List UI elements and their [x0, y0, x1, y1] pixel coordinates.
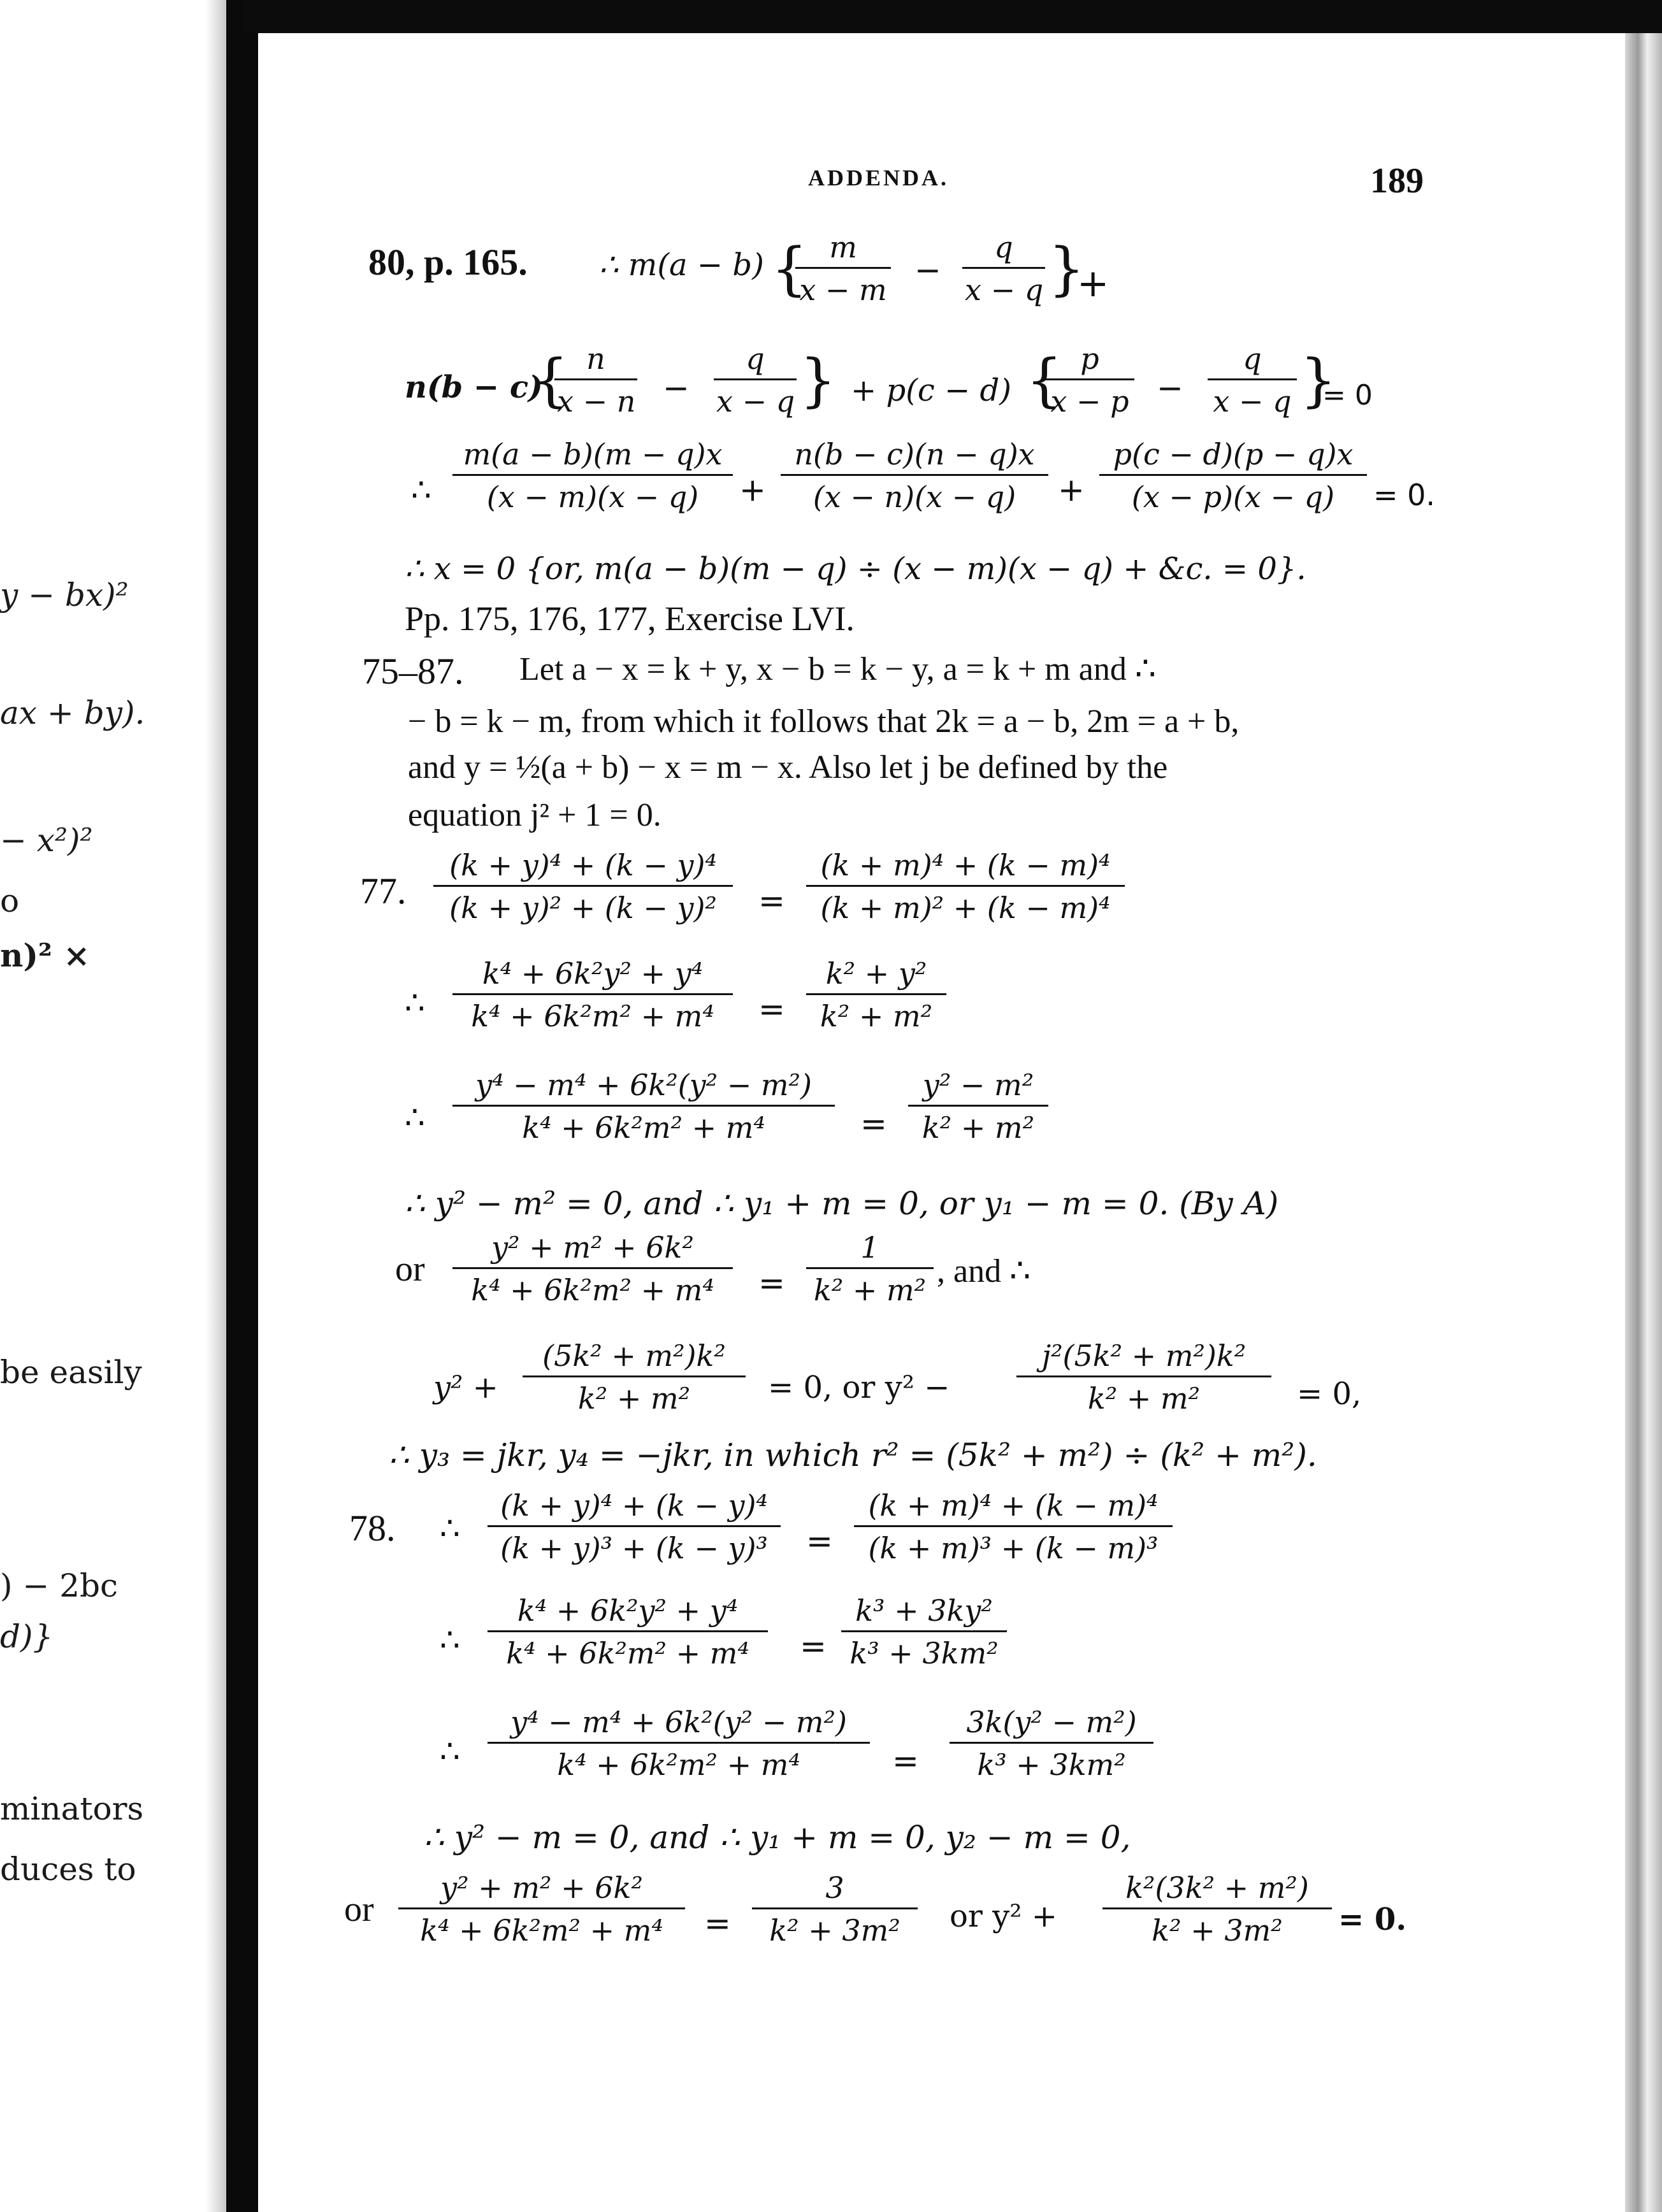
fraction — [1045, 341, 1134, 419]
fraction — [1016, 1339, 1271, 1416]
left-fragment: d)} — [0, 1618, 54, 1655]
left-fragment: y − bx)² — [0, 577, 129, 614]
therefore-symbol: ∴ — [440, 1621, 460, 1658]
brace-close: } — [1048, 236, 1085, 303]
denominator: k² + m² — [820, 999, 933, 1033]
denominator: (x − m)(x − q) — [486, 480, 699, 514]
equation-text: y² + — [433, 1370, 498, 1405]
left-fragment: minators — [0, 1790, 144, 1827]
numerator: p(c − d)(p − q)x — [1099, 440, 1367, 476]
denominator: (k + y)² + (k − y)² — [449, 891, 717, 925]
fraction — [795, 230, 891, 307]
denominator: k⁴ + 6k²m² + m⁴ — [471, 1273, 714, 1307]
scan-top-edge — [242, 0, 1662, 33]
operator: = — [758, 882, 785, 919]
denominator: x − m — [799, 273, 887, 307]
equation-text: + p(c − d) — [851, 373, 1011, 408]
fraction — [488, 1705, 870, 1782]
therefore-symbol: ∴ — [405, 1099, 425, 1136]
equation-text: ∴ x = 0 {or, m(a − b)(m − q) ÷ (x − m)(x − q) + &c. = 0}. — [405, 551, 1306, 587]
equation-text: ∴ m(a − b) — [599, 247, 764, 283]
left-fragment: n)² × — [0, 937, 90, 974]
paragraph-line: − b = k − m, from which it follows that 2k = a − b, 2m = a + b, — [408, 703, 1239, 740]
fraction — [523, 1339, 746, 1416]
page-edge-stack — [1625, 33, 1662, 2212]
brace-open: { — [532, 347, 569, 414]
operator: = — [758, 1265, 785, 1302]
fraction — [781, 437, 1048, 514]
fraction — [806, 1230, 934, 1307]
numerator: k²(3k² + m²) — [1102, 1873, 1332, 1909]
equation-text: ∴ y₃ = jkr, y₄ = −jkr, in which r² = (5k² + m²) ÷ (k² + m²). — [389, 1437, 1317, 1474]
denominator: (k + y)³ + (k − y)³ — [500, 1531, 768, 1565]
operator: − — [1157, 370, 1183, 406]
numerator: (k + y)⁴ + (k − y)⁴ — [488, 1491, 781, 1527]
fraction — [452, 956, 733, 1033]
paragraph-line: equation j² + 1 = 0. — [408, 797, 661, 833]
numerator: m(a − b)(m − q)x — [452, 440, 733, 476]
denominator: k² + m² — [921, 1110, 1035, 1145]
denominator: k⁴ + 6k²m² + m⁴ — [420, 1913, 663, 1948]
fraction — [1208, 341, 1297, 419]
equation-text: or y² + — [950, 1899, 1057, 1934]
numerator: n(b − c)(n − q)x — [781, 440, 1048, 476]
denominator: x − q — [1213, 384, 1292, 419]
operator: = — [860, 1105, 887, 1142]
left-fragment: be easily — [0, 1354, 142, 1391]
numerator: 1 — [806, 1233, 934, 1269]
section-heading: Pp. 175, 176, 177, Exercise LVI. — [405, 600, 855, 638]
numerator: p — [1045, 344, 1134, 380]
denominator: k² + 3m² — [1152, 1913, 1283, 1948]
denominator: (k + m)² + (k − m)⁴ — [820, 891, 1111, 925]
fraction — [398, 1871, 685, 1948]
denominator: k⁴ + 6k²m² + m⁴ — [557, 1748, 800, 1782]
exercise-label: 80, p. 165. — [368, 241, 528, 283]
operator: = — [892, 1742, 919, 1779]
fraction — [554, 341, 637, 419]
running-header: ADDENDA. — [808, 165, 949, 190]
operator: = — [758, 991, 785, 1028]
fraction — [433, 848, 733, 925]
fraction — [752, 1871, 918, 1948]
brace-open: { — [771, 236, 808, 303]
book-spine — [226, 0, 258, 2212]
denominator: k² + m² — [1087, 1381, 1201, 1416]
numerator: (k + m)⁴ + (k − m)⁴ — [854, 1491, 1173, 1527]
left-fragment: o — [0, 882, 20, 919]
equals-zero: = 0. — [1373, 478, 1436, 512]
fraction — [452, 1068, 835, 1145]
fraction — [452, 437, 733, 514]
left-page-gutter-shadow — [205, 0, 226, 2212]
fraction — [488, 1488, 781, 1565]
therefore-symbol: ∴ — [411, 471, 431, 508]
or-label: or — [395, 1249, 425, 1289]
numerator: k⁴ + 6k²y² + y⁴ — [452, 959, 733, 995]
fraction — [452, 1230, 733, 1307]
equation-text: = 0, — [1297, 1376, 1362, 1412]
numerator: j²(5k² + m²)k² — [1016, 1341, 1271, 1377]
fraction — [806, 848, 1125, 925]
fraction — [488, 1593, 768, 1670]
operator: + — [1077, 261, 1109, 306]
left-fragment: duces to — [0, 1851, 136, 1888]
numerator: y² + m² + 6k² — [398, 1873, 685, 1909]
denominator: k² + m² — [813, 1273, 927, 1307]
brace-close: } — [800, 347, 837, 414]
equation-text: ∴ y² − m = 0, and ∴ y₁ + m = 0, y₂ − m = 0, — [424, 1819, 1131, 1856]
left-fragment: − x²)² — [0, 822, 93, 859]
paragraph-line: and y = ½(a + b) − x = m − x. Also let j be defined by the — [408, 749, 1168, 786]
numerator: (k + m)⁴ + (k − m)⁴ — [806, 851, 1125, 887]
equation-text: = 0. — [1338, 1902, 1407, 1937]
operator: = — [800, 1628, 827, 1665]
or-label: or — [344, 1890, 374, 1929]
numerator: 3k(y² − m²) — [950, 1707, 1153, 1744]
numerator: 3 — [752, 1873, 918, 1909]
denominator: k³ + 3km² — [849, 1636, 999, 1670]
fraction — [714, 341, 797, 419]
operator: = — [806, 1523, 833, 1560]
equals-zero: = 0 — [1322, 379, 1373, 412]
fraction — [854, 1488, 1173, 1565]
numerator: q — [1208, 344, 1297, 380]
numerator: (5k² + m²)k² — [523, 1341, 746, 1377]
numerator: k⁴ + 6k²y² + y⁴ — [488, 1596, 768, 1632]
operator: + — [739, 471, 766, 508]
fraction — [1099, 437, 1367, 514]
denominator: k⁴ + 6k²m² + m⁴ — [506, 1636, 749, 1670]
page-number: 189 — [1370, 161, 1424, 201]
denominator: k² + m² — [577, 1381, 691, 1416]
numerator: n — [554, 344, 637, 380]
denominator: (x − p)(x − q) — [1131, 480, 1335, 514]
denominator: x − n — [557, 384, 636, 419]
denominator: x − q — [965, 273, 1044, 307]
exercise-label: 75–87. — [362, 650, 464, 692]
denominator: (k + m)³ + (k − m)³ — [868, 1531, 1159, 1565]
paragraph-line: Let a − x = k + y, x − b = k − y, a = k + m and ∴ — [519, 651, 1156, 687]
left-fragment: ) − 2bc — [0, 1567, 119, 1604]
left-fragment: ax + by). — [0, 694, 145, 731]
denominator: k⁴ + 6k²m² + m⁴ — [471, 999, 714, 1033]
equation-text: = 0, or y² − — [768, 1370, 950, 1405]
equation-text: n(b − c) — [405, 370, 543, 405]
numerator: k² + y² — [806, 959, 946, 995]
therefore-symbol: ∴ — [440, 1733, 460, 1770]
numerator: y² + m² + 6k² — [452, 1233, 733, 1269]
numerator: (k + y)⁴ + (k − y)⁴ — [433, 851, 733, 887]
exercise-label: 77. — [360, 870, 407, 912]
therefore-symbol: ∴ — [405, 984, 425, 1021]
equation-text: , and ∴ — [937, 1253, 1031, 1289]
numerator: q — [714, 344, 797, 380]
denominator: k⁴ + 6k²m² + m⁴ — [522, 1110, 765, 1145]
operator: − — [914, 252, 941, 289]
operator: = — [704, 1905, 731, 1942]
therefore-symbol: ∴ — [440, 1510, 460, 1547]
equation-text: ∴ y² − m² = 0, and ∴ y₁ + m = 0, or y₁ − m = 0. (By A) — [405, 1185, 1279, 1222]
numerator: y⁴ − m⁴ + 6k²(y² − m²) — [452, 1070, 835, 1107]
fraction — [806, 956, 946, 1033]
numerator: k³ + 3ky² — [841, 1596, 1007, 1632]
exercise-label: 78. — [349, 1507, 396, 1549]
brace-open: { — [1026, 347, 1063, 414]
numerator: q — [962, 233, 1045, 269]
fraction — [1102, 1871, 1332, 1948]
fraction — [908, 1068, 1048, 1145]
brace-close: } — [1300, 347, 1337, 414]
operator: + — [1058, 471, 1085, 508]
fraction — [962, 230, 1045, 307]
denominator: x − p — [1050, 384, 1129, 419]
fraction — [841, 1593, 1007, 1670]
numerator: y⁴ − m⁴ + 6k²(y² − m²) — [488, 1707, 870, 1744]
denominator: k³ + 3km² — [977, 1748, 1126, 1782]
numerator: y² − m² — [908, 1070, 1048, 1107]
fraction — [950, 1705, 1153, 1782]
denominator: k² + 3m² — [769, 1913, 900, 1948]
numerator: m — [795, 233, 891, 269]
denominator: x − q — [716, 384, 795, 419]
operator: − — [663, 370, 690, 406]
denominator: (x − n)(x − q) — [813, 480, 1016, 514]
